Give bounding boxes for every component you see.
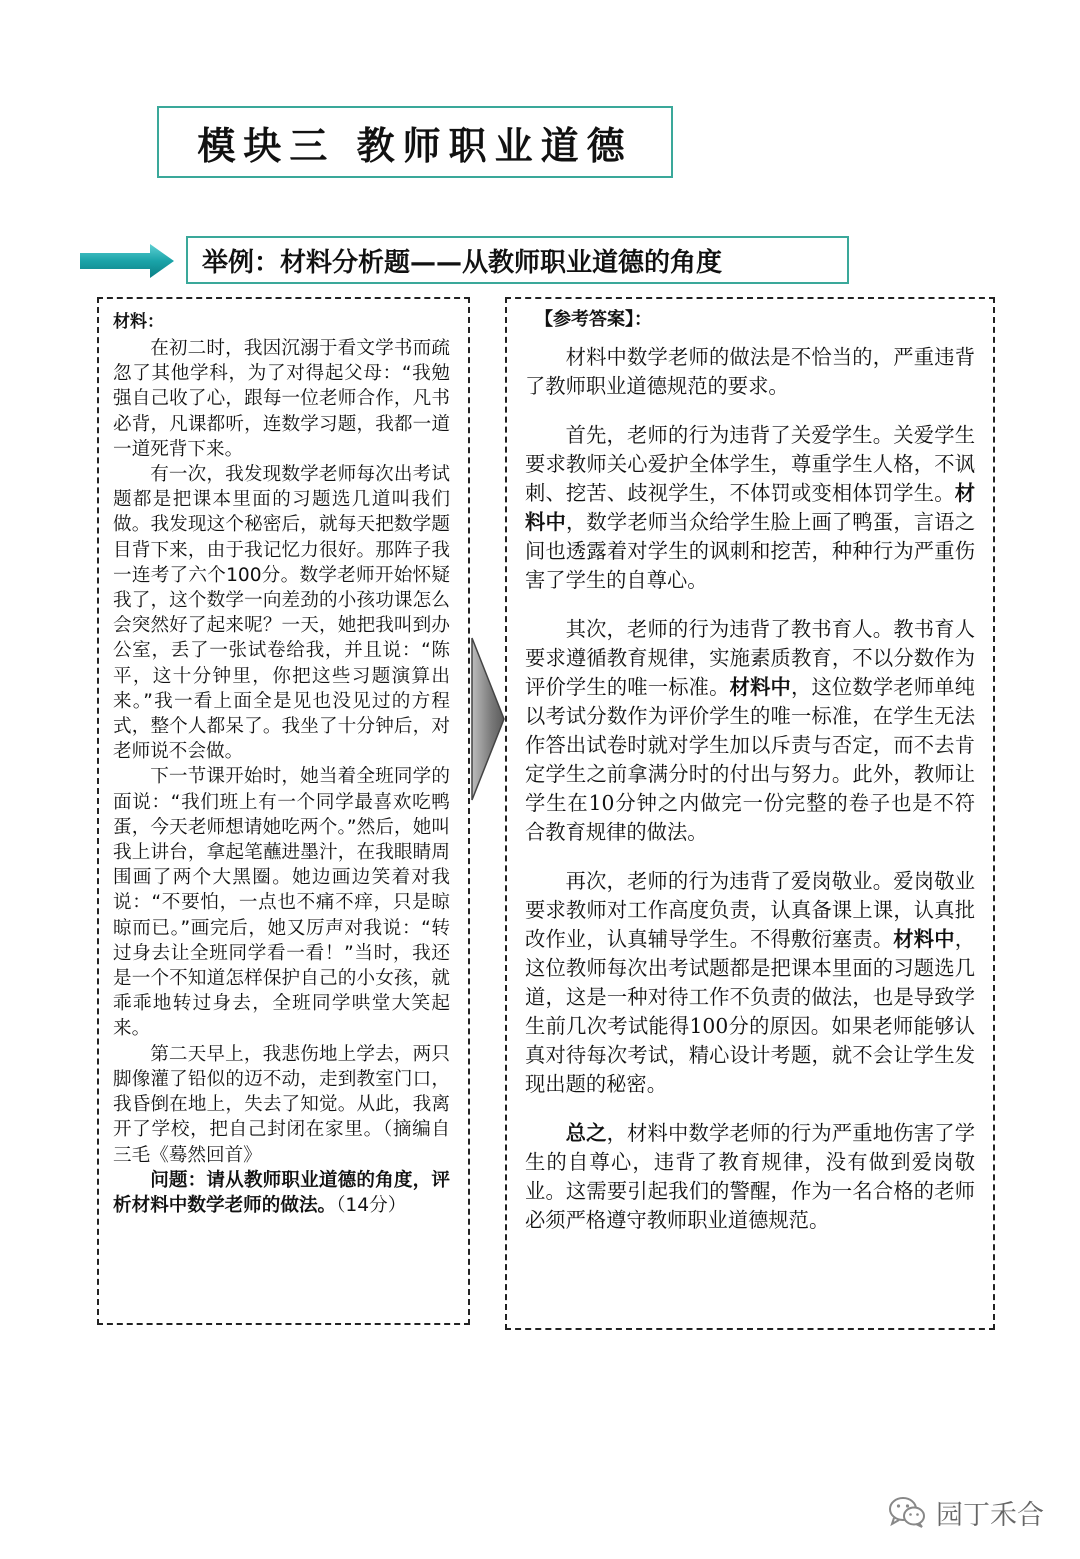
answer-emphasis: 材料中: [729, 675, 791, 699]
answer-paragraph: 材料中数学老师的做法是不恰当的，严重违背了教师职业道德规范的要求。: [525, 345, 975, 398]
watermark: [888, 1492, 1044, 1532]
question-text: 问题：请从教师职业道德的角度，评析材料中数学老师的做法。: [113, 1169, 450, 1216]
material-paragraph: 在初二时，我因沉溺于看文学书而疏忽了其他学科，为了对得起父母：“我勉强自己收了心，跟每一位老师合作，凡书必背，凡课都听，连数学习题，我都一道一道死背下来。: [113, 338, 450, 460]
material-label: 材料：: [113, 312, 164, 332]
material-paragraph: 有一次，我发现数学老师每次出考试题都是把课本里面的习题选几道叫我们做。我发现这个秘密后，就每天把数学题目背下来，由于我记忆力很好。那阵子我一连考了六个100分。数学老师开始怀疑我了，这个数学一向差劲的小孩功课怎么会突然好了起来呢？一天，她把我叫到办公室，丢了一张试卷给我，并且说：“陈平，这十分钟里，你把这些习题演算出来。”我一看上面全是见也没见过的方程式，整个人都呆了。我坐了十分钟后，对老师说不会做。: [113, 464, 450, 763]
answer-emphasis: 材料中: [525, 481, 975, 534]
page-title: 模块三 教师职业道德: [197, 122, 633, 168]
material-panel: [97, 297, 470, 1325]
answer-text: ，材料中数学老师的行为严重地伤害了学生的自尊心，违背了教育规律，没有做到爱岗敬业。这需要引起我们的警醒，作为一名合格的老师必须严格遵守教师职业道德规范。: [525, 1121, 975, 1232]
subtitle: 举例：材料分析题——从教师职业道德的角度: [202, 247, 723, 278]
answer-text: 再次，老师的行为违背了爱岗敬业。爱岗敬业要求教师对工作高度负责，认真备课上课，认真批改作业，认真辅导学生。不得敷衍塞责。: [525, 869, 975, 951]
answer-emphasis: 材料中: [893, 927, 955, 951]
answer-text: ，数学老师当众给学生脸上画了鸭蛋，言语之间也透露着对学生的讽刺和挖苦，种种行为严重伤害了学生的自尊心。: [525, 510, 975, 592]
teal-arrow-icon: [80, 244, 174, 278]
title-box: [157, 106, 673, 178]
answer-emphasis: 总之: [565, 1121, 607, 1145]
subtitle-box: [186, 236, 849, 284]
answer-paragraph: [525, 421, 975, 595]
question-score: （14分）: [336, 1194, 407, 1216]
material-question: [113, 1168, 450, 1218]
answer-text: 其次，老师的行为违背了教书育人。教书育人要求遵循教育规律，实施素质教育，不以分数作为评价学生的唯一标准。: [525, 617, 975, 699]
answer-text: ，这位数学老师单纯以考试分数作为评价学生的唯一标准，在学生无法作答出试卷时就对学生加以斥责与否定，而不去肯定学生之前拿满分时的付出与努力。此外，教师让学生在10分钟之内做完一份完整的卷子也是不符合教育规律的做法。: [525, 675, 975, 844]
answer-paragraph: [525, 867, 975, 1099]
answer-panel: [505, 297, 995, 1330]
answer-label: 【参考答案】：: [535, 309, 652, 330]
answer-text: ，这位教师每次出考试题都是把课本里面的习题选几道，这是一种对待工作不负责的做法，也是导致学生前几次考试能得100分的原因。如果老师能够认真对待每次考试，精心设计考题，就不会让学生发现出题的秘密。: [525, 927, 975, 1096]
material-paragraph: 第二天早上，我悲伤地上学去，两只脚像灌了铅似的迈不动，走到教室门口，我昏倒在地上，失去了知觉。从此，我离开了学校，把自己封闭在家里。（摘编自三毛《蓦然回首》: [113, 1043, 450, 1166]
watermark-text: 园丁禾合: [936, 1499, 1044, 1531]
material-paragraph: 下一节课开始时，她当着全班同学的面说：“我们班上有一个同学最喜欢吃鸭蛋，今天老师想请她吃两个。”然后，她叫我上讲台，拿起笔蘸进墨汁，在我眼睛周围画了两个大黑圈。她边画边笑着对我说：“不要怕，一点也不痛不痒，只是晾晾而已。”画完后，她又厉声对我说：“转过身去让全班同学看一看！”当时，我还是一个不知道怎样保护自己的小女孩，就乖乖地转过身去，全班同学哄堂大笑起来。: [113, 766, 450, 1040]
answer-text: 首先，老师的行为违背了关爱学生。关爱学生要求教师关心爱护全体学生，尊重学生人格，不讽刺、挖苦、歧视学生，不体罚或变相体罚学生。: [525, 423, 975, 505]
answer-paragraph: [525, 1119, 975, 1235]
gray-arrow-icon: [470, 636, 506, 802]
answer-paragraph: [525, 615, 975, 847]
wechat-icon: [888, 1495, 926, 1529]
